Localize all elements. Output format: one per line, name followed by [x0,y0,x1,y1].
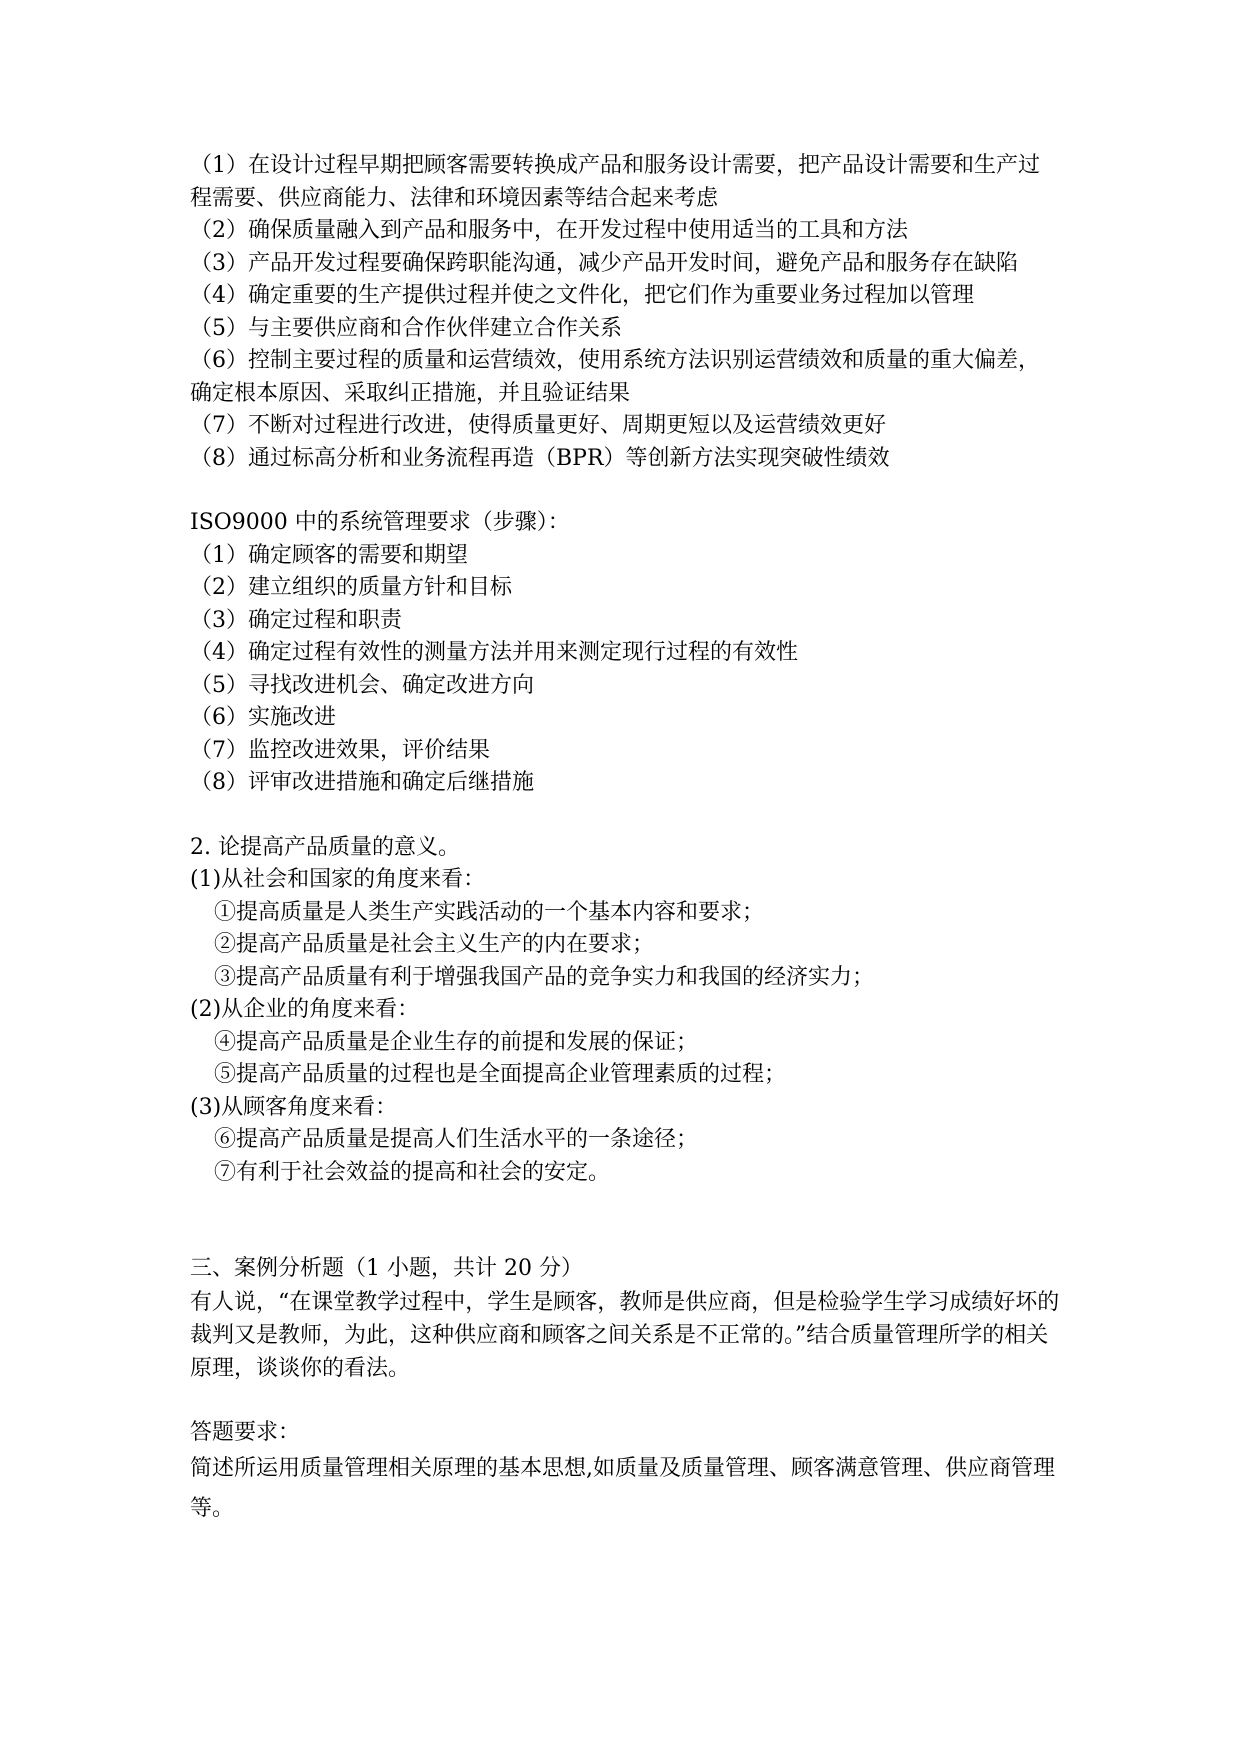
list-item: （8）通过标高分析和业务流程再造（BPR）等创新方法实现突破性绩效 [190,445,890,471]
answer-requirements-body: 简述所运用质量管理相关原理的基本思想,如质量及质量管理、顾客满意管理、供应商管理等。 [190,1456,1055,1521]
list-item: ②提高产品质量是社会主义生产的内在要求； [214,932,655,957]
list-item: （5）寻找改进机会、确定改进方向 [190,672,534,698]
list-item: ⑦有利于社会效益的提高和社会的安定。 [214,1159,611,1185]
list-item: （3）确定过程和职责 [190,607,402,633]
list-item: （3）产品开发过程要确保跨职能沟通，减少产品开发时间，避免产品和服务存在缺陷 [190,250,1018,276]
list-item: （6）控制主要过程的质量和运营绩效，使用系统方法识别运营绩效和质量的重大偏差，确定根本原因、采取纠正措施，并且验证结果 [190,348,1040,406]
list-item: （6）实施改进 [190,705,336,730]
document-page [190,150,1060,1529]
group-heading: (3)从顾客角度来看： [190,1094,398,1120]
list-item: （2）建立组织的质量方针和目标 [190,575,512,600]
list-item: ⑥提高产品质量是提高人们生活水平的一条途径； [214,1127,699,1152]
quality-significance-section [190,832,1060,1190]
case-analysis-section [190,1253,1060,1529]
list-item: ④提高产品质量是企业生存的前提和发展的保证； [214,1029,699,1055]
list-item: （7）不断对过程进行改进，使得质量更好、周期更短以及运营绩效更好 [190,413,886,438]
group-heading: (2)从企业的角度来看： [190,997,420,1022]
case-body: 有人说，“在课堂教学过程中，学生是顾客，教师是供应商，但是检验学生学习成绩好坏的裁判又是教师，为此，这种供应商和顾客之间关系是不正常的。”结合质量管理所学的相关原理，谈谈你的看法。 [190,1289,1060,1381]
section-heading: 三、案例分析题（1 小题，共计 20 分） [190,1256,583,1281]
list-item: ③提高产品质量有利于增强我国产品的竞争实力和我国的经济实力； [214,964,875,990]
list-item: （4）确定过程有效性的测量方法并用来测定现行过程的有效性 [190,640,798,665]
iso9000-section [190,507,1060,800]
list-item: （7）监控改进效果，评价结果 [190,737,490,763]
question-title: 2. 论提高产品质量的意义。 [190,834,460,860]
list-item: ①提高质量是人类生产实践活动的一个基本内容和要求； [214,899,765,925]
list-item: （1）在设计过程早期把顾客需要转换成产品和服务设计需要，把产品设计需要和生产过程需要、供应商能力、法律和环境因素等结合起来考虑 [190,153,1040,211]
list-item: （4）确定重要的生产提供过程并使之文件化，把它们作为重要业务过程加以管理 [190,283,974,308]
list-item: （5）与主要供应商和合作伙伴建立合作关系 [190,315,622,341]
section-heading: ISO9000 中的系统管理要求（步骤）： [190,510,570,535]
list-item: ⑤提高产品质量的过程也是全面提高企业管理素质的过程； [214,1062,787,1087]
list-item: （8）评审改进措施和确定后继措施 [190,770,534,795]
process-requirements-list [190,150,1060,475]
answer-requirements-heading: 答题要求： [190,1419,301,1445]
group-heading: (1)从社会和国家的角度来看： [190,867,486,892]
list-item: （1）确定顾客的需要和期望 [190,542,468,568]
list-item: （2）确保质量融入到产品和服务中，在开发过程中使用适当的工具和方法 [190,218,908,243]
